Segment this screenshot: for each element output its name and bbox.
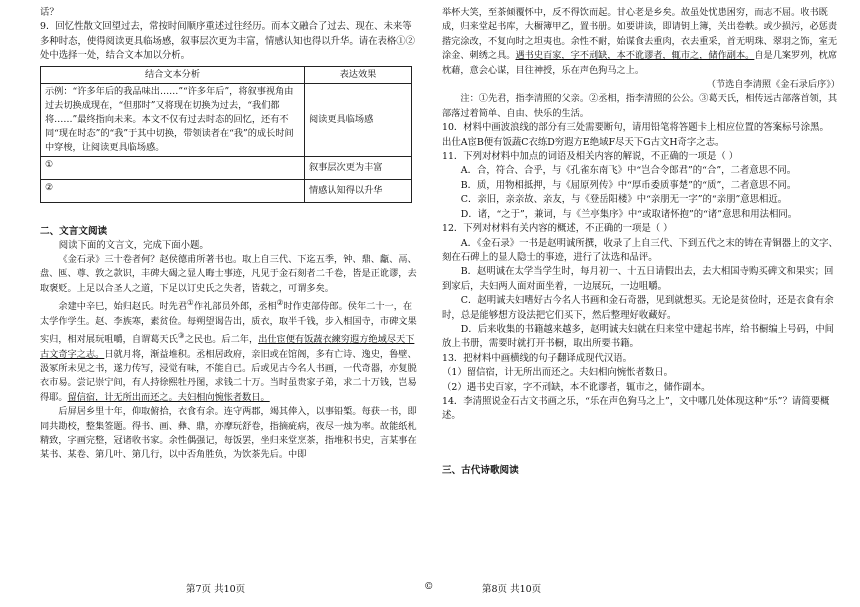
table-header: 结合文本分析 xyxy=(41,66,305,83)
passage-paragraph-2: 余建中辛巳，始归赵氏。时先君①作礼部员外郎，丞相②时作吏部侍郎。侯年二十一，在太学作学生。赵、李族寒，素贫俭。每朔望谒告出，质衣，取半千钱，步入相国寺，市碑文果实归，相对展玩咀嚼，自谓葛天氏③之民也。后二年，出仕宦便有饭蔬衣練穷遐方绝域尽天下古文奇字之志。日就月将，渐益堆积。丞相居政府，亲旧或在馆阁，多有亡诗、逸史，鲁壁、汲冢所未见之书，遂力传写，浸觉有味，不能自已。后或见古今名人书画，一代奇器，亦复脱衣市易。尝记崇宁间，有人持徐熙牡丹图，求钱二十万。当时虽贵家子弟，求二十万钱，岂易得耶。留信宿，计无所出而还之。夫妇相向惋怅者数日。 xyxy=(40,298,417,403)
top-line: 话？ xyxy=(40,7,59,18)
table-header: 表达效果 xyxy=(305,66,412,83)
underlined-sentence: 出仕宦便有饭蔬衣練穷遐方绝域尽天下古文奇字之志。 xyxy=(40,334,415,360)
table-row xyxy=(41,156,412,179)
footnotes: 注：①先君，指李清照的父亲。②丞相，指李清照的公公。③葛天氏，相传远古部落首领，其部落过着简单、自由、快乐的生活。 xyxy=(442,93,838,119)
q13-item: （2）遇书史百家，字不刓缺，本不讹谬者，辄市之，储作副本。 xyxy=(442,381,711,393)
passage-continued: 举杯大笑，至茶倾覆怀中，反不得饮而起。甘心老是乡矣。故虽处忧患困穷，而志不屈。收书既成，归来堂起书库，大橱簿甲乙，置书册。如要讲读，即请钥上簿，关出卷帙。或少损污，必惩责揩完涂改，不复向时之坦夷也。余性不耐，始谋食去重肉，衣去重采，首无明珠、翠羽之饰，室无涂金、刺绣之具。遇书史百家，字不刓缺，本不讹谬者，辄市之，储作副本。自是几案罗列，枕席枕藉，意会心谋，目往神授，乐在声色狗马之上。 xyxy=(442,7,838,76)
q11-option: A．合，符合、合乎，与《孔雀东南飞》中“岂合令郎君”的“合”，二者意思不同。 xyxy=(460,165,797,177)
q11-option: C．亲旧，亲亲故、亲友，与《登岳阳楼》中“亲朋无一字”的“亲朋”意思相近。 xyxy=(460,194,788,206)
question-11: 11．下列对材料中加点的词语及相关内容的解说，不正确的一项是（ ） xyxy=(442,151,739,163)
question-14: 14．李清照说金石古文书画之乐，“乐在声色狗马之上”，文中哪几处体现这种“乐”？请简要概述。 xyxy=(442,395,830,422)
passage-paragraph-1: 《金石录》三十卷者何？赵侯德甫所著书也。取上自三代、下迄五季，钟、鼎、甗、鬲、盘、匜、尊、敦之款识，丰碑大碣之显人晦士事迹，凡见于金石刻者二千卷，皆是正讹谬，去取褒贬。上足以合圣人之道，下足以订史氏之失者，皆载之，可谓多矣。 xyxy=(40,254,417,294)
question-10: 10．材料中画波浪线的部分有三处需要断句，请用铅笔将答题卡上相应位置的答案标号涂黑。 xyxy=(442,122,829,134)
table-cell: ② xyxy=(41,179,305,202)
analysis-table xyxy=(40,66,412,203)
footnote-mark: ② xyxy=(276,298,284,308)
page-number: 第8页 共10页 xyxy=(482,584,542,595)
question-13: 13．把材料中画横线的句子翻译成现代汉语。 xyxy=(442,352,633,364)
table-row xyxy=(41,83,412,156)
section-2-heading: 二、文言文阅读 xyxy=(40,225,108,237)
table-row xyxy=(41,179,412,202)
right-page xyxy=(430,0,860,607)
table-cell: 叙事层次更为丰富 xyxy=(305,156,412,179)
underlined-sentence: 留信宿，计无所出而还之。夫妇相向惋怅者数日。 xyxy=(67,391,270,403)
passage-paragraph-3: 后屏居乡里十年，仰取俯拾，衣食有余。连守两郡，竭其俸入，以事铅椠。每获一书，即同共勘校，整集签题。得书、画、彝、鼎，亦摩玩舒卷，指摘疵病，夜尽一烛为率。故能纸札精致，字画完整，冠诸收书家。余性偶强记，每饭罢，坐归来堂烹茶，指堆积书史，言某事在某书、某卷、第几叶、第几行，以中否角胜负，为饮茶先后。中即 xyxy=(40,406,417,461)
q12-option: B．赵明诚在太学当学生时，每月初一、十五日请假出去，去大相国寺购买碑文和果实；回到家后，夫妇两人面对面坐着，一边展玩，一边咀嚼。 xyxy=(442,266,834,292)
q11-option: B．质，用物相抵押，与《屈原列传》中“厚币委质事楚”的“质”，二者意思不同。 xyxy=(460,179,797,191)
question-9: 9．回忆性散文回望过去，常按时间顺序重述过往经历。而本文融合了过去、现在、未来等多种时态，使得阅读更具临场感，叙事层次更为丰富，情感认知也得以升华。请在表格①②处中选择一处，结合文本加以分析。 xyxy=(40,21,416,62)
reading-intro: 阅读下面的文言文，完成下面小题。 xyxy=(58,239,209,251)
q11-option: D．诸，“之于”，兼词，与《兰亭集序》中“或取诸怀抱”的“诸”意思和用法相同。 xyxy=(460,208,798,220)
watermark-mark: © xyxy=(424,581,434,592)
table-header-row xyxy=(41,66,412,83)
question-10-sequence: 出仕A宦B便有饭蔬C衣练D穷遐方E绝域F尽天下G古文H奇字之志。 xyxy=(442,136,725,148)
table-cell: 示例：“许多年后的我品味出……”“许多年后”，将叙事视角由过去切换成现在，“但那时”又将现在切换为过去，“我们都将……”最终指向未来。本文不仅有过去时态的回忆，还有不同“现在时态”的“我”于其中切换，带领读者在“我”的成长时间中穿梭，让阅读更具临场感。 xyxy=(41,83,305,156)
q12-option: A．《金石录》一书是赵明诚所撰，收录了上自三代、下到五代之末的铸在青铜器上的文字、刻在石碑上的显人隐士的事迹，进行了汰选和品评。 xyxy=(442,237,838,263)
underlined-sentence: 遇书史百家，字不刓缺，本不讹谬者，辄市之，储作副本。 xyxy=(515,50,755,62)
source-citation: （节选自李清照《金石录后序》） xyxy=(706,79,840,91)
question-12: 12．下列对材料有关内容的概述，不正确的一项是（ ） xyxy=(442,223,673,235)
table-cell: 阅读更具临场感 xyxy=(305,83,412,156)
footnote-mark: ① xyxy=(187,298,194,308)
section-3-heading: 三、古代诗歌阅读 xyxy=(442,464,519,476)
table-cell: ① xyxy=(41,156,305,179)
q13-item: （1）留信宿，计无所出而还之。夫妇相向惋怅者数日。 xyxy=(442,367,673,379)
q12-option: C．赵明诚夫妇嗜好古今名人书画和金石奇器，见到就想买。无论是贫俭时，还是衣食有余时，总是能够想方设法把它们买下，然后整理好收藏好。 xyxy=(442,295,834,321)
footnote-mark: ③ xyxy=(177,331,185,341)
q12-option: D．后来收集的书籍越来越多，赵明诚夫妇就在归来堂中建起书库，给书橱编上号码，中间放上书册，需要时就打开书橱，取出所要书籍。 xyxy=(442,323,834,350)
page-number: 第7页 共10页 xyxy=(186,584,246,595)
table-cell: 情感认知得以升华 xyxy=(305,179,412,202)
